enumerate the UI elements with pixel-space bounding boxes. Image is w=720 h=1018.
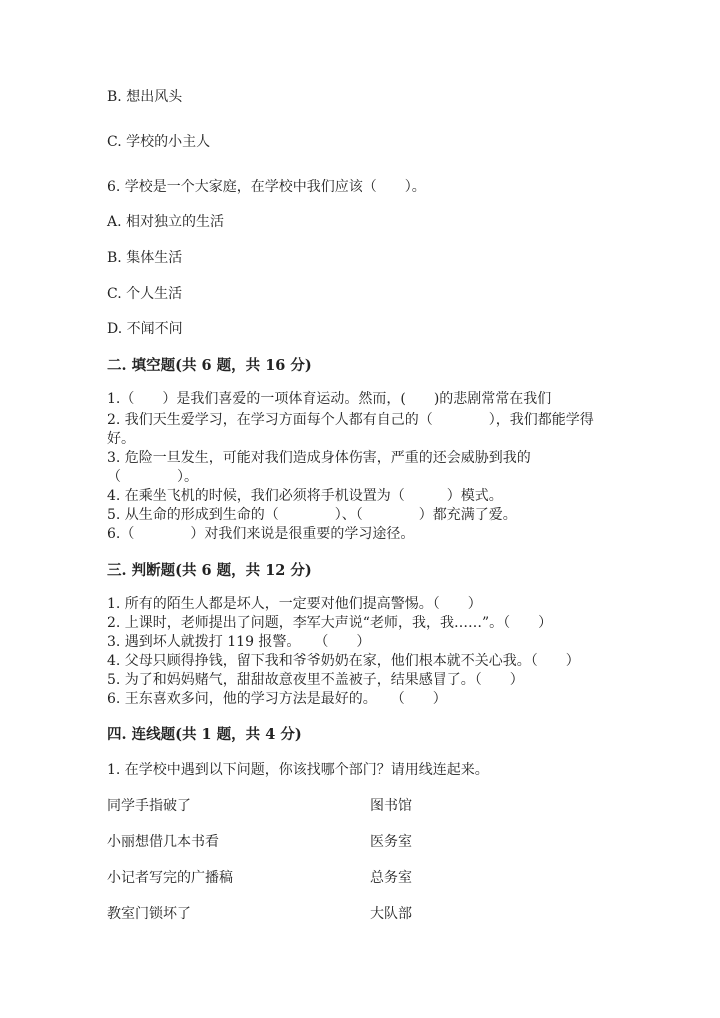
match-right-2: 医务室 [370,834,412,850]
match-left-2: 小丽想借几本书看 [107,834,219,850]
q5-option-b: B. 想出风头 [107,89,183,105]
match-left-3: 小记者写完的广播稿 [107,870,233,886]
fill-blank-2-cont: 好。 [107,431,135,447]
q6-option-d: D. 不闻不问 [107,321,183,337]
judge-3: 3. 遇到坏人就拨打 119 报警。 （ ） [107,634,371,650]
match-left-4: 教室门锁坏了 [107,906,191,922]
match-left-1: 同学手指破了 [107,798,191,814]
match-question: 1. 在学校中遇到以下问题，你该找哪个部门？请用线连起来。 [107,762,489,778]
match-right-1: 图书馆 [370,798,412,814]
fill-blank-6: 6.（ ）对我们来说是很重要的学习途径。 [107,526,415,542]
judge-2: 2. 上课时，老师提出了问题，李军大声说“老师，我，我……”。（ ） [107,615,553,631]
match-right-4: 大队部 [370,906,412,922]
q5-option-c: C. 学校的小主人 [107,134,211,150]
fill-blank-1: 1.（ ）是我们喜爱的一项体育运动。然而，( )的悲剧常常在我们 [107,391,552,407]
q6-option-b: B. 集体生活 [107,250,183,266]
match-right-3: 总务室 [370,870,412,886]
fill-blank-5: 5. 从生命的形成到生命的（ ）、（ ）都充满了爱。 [107,507,517,523]
section4-heading: 四. 连线题(共 1 题，共 4 分) [107,726,302,743]
fill-blank-2: 2. 我们天生爱学习，在学习方面每个人都有自己的（ ），我们都能学得 [107,412,594,428]
judge-4: 4. 父母只顾得挣钱，留下我和爷爷奶奶在家，他们根本就不关心我。（ ） [107,653,580,669]
q6-option-a: A. 相对独立的生活 [107,214,225,230]
fill-blank-3-cont: （ ）。 [107,469,198,485]
judge-5: 5. 为了和妈妈赌气，甜甜故意夜里不盖被子，结果感冒了。（ ） [107,672,524,688]
section2-heading: 二. 填空题(共 6 题，共 16 分) [107,357,312,374]
q6-option-c: C. 个人生活 [107,286,183,302]
judge-6: 6. 王东喜欢多问，他的学习方法是最好的。 （ ） [107,691,447,707]
judge-1: 1. 所有的陌生人都是坏人，一定要对他们提高警惕。（ ） [107,596,482,612]
q6-stem: 6. 学校是一个大家庭，在学校中我们应该（ ）。 [107,179,426,195]
fill-blank-4: 4. 在乘坐飞机的时候，我们必须将手机设置为（ ）模式。 [107,488,503,504]
section3-heading: 三. 判断题(共 6 题，共 12 分) [107,562,312,579]
fill-blank-3: 3. 危险一旦发生，可能对我们造成身体伤害，严重的还会威胁到我的 [107,450,531,466]
